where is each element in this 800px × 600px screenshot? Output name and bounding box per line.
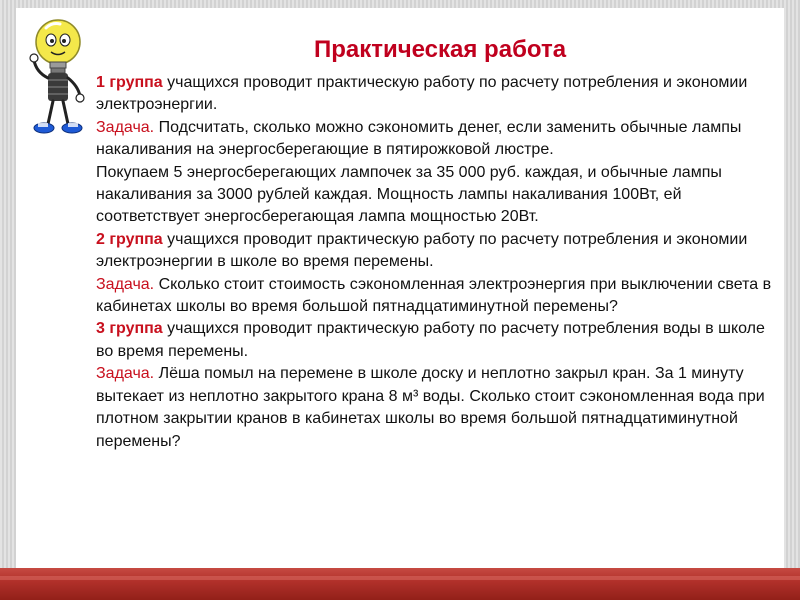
right-border — [784, 0, 800, 600]
task2-text: Сколько стоит стоимость сэкономленная электроэнергия при выключении света в кабинетах школы во время большой пятнадцатиминутной перемены? — [96, 275, 772, 316]
group1-text: учащихся проводит практическую работу по расчету потребления и экономии электроэнергии. — [96, 74, 748, 114]
task3-label: Задача. — [96, 365, 155, 383]
task1-text: Подсчитать, сколько можно сэкономить денег, если заменить обычные лампы накаливания на энергосберегающие в пятирожковой люстре. — [96, 118, 742, 159]
page-title: Практическая работа — [313, 36, 567, 63]
task2-label: Задача. — [96, 275, 155, 293]
task3-text: Лёша помыл на перемене в школе доску и неплотно закрыл кран. За 1 минуту вытекает из неплотно закрытого крана 8 м³ воды. Сколько стоит сэкономленная вода при плотном закрытии кранов в кабинетах школы во время большой пятнадцатиминутной перемены? — [96, 365, 765, 450]
group1-label: 1 группа — [96, 74, 163, 91]
group2-text: учащихся проводит практическую работу по расчету потребления и экономии электроэнергии в школе во время перемены. — [96, 230, 748, 271]
bottom-bar-stripe — [0, 576, 800, 580]
bottom-bar — [0, 568, 800, 600]
task3-paragraph — [96, 363, 776, 453]
group3-text: учащихся проводит практическую работу по расчету потребления воды в школе во время перемены. — [96, 320, 765, 360]
group3-paragraph — [96, 318, 776, 363]
content-body — [96, 72, 776, 453]
top-border — [0, 0, 800, 8]
task1-paragraph — [96, 117, 776, 162]
lightbulb-character-icon — [16, 14, 92, 142]
task2-paragraph — [96, 274, 776, 319]
task1-details: Покупаем 5 энергосберегающих лампочек за 35 000 руб. каждая, и обычные лампы накаливания за 3000 рублей каждая. Мощность лампы накаливания 100Вт, ей соответствует энергосберегающая лампа мощностью 20Вт. — [96, 163, 722, 226]
left-border — [0, 0, 16, 600]
task1-label: Задача. — [96, 118, 155, 136]
group2-label: 2 группа — [96, 230, 163, 248]
group1-paragraph — [96, 72, 776, 117]
group3-label: 3 группа — [96, 320, 163, 338]
group2-paragraph — [96, 229, 776, 274]
